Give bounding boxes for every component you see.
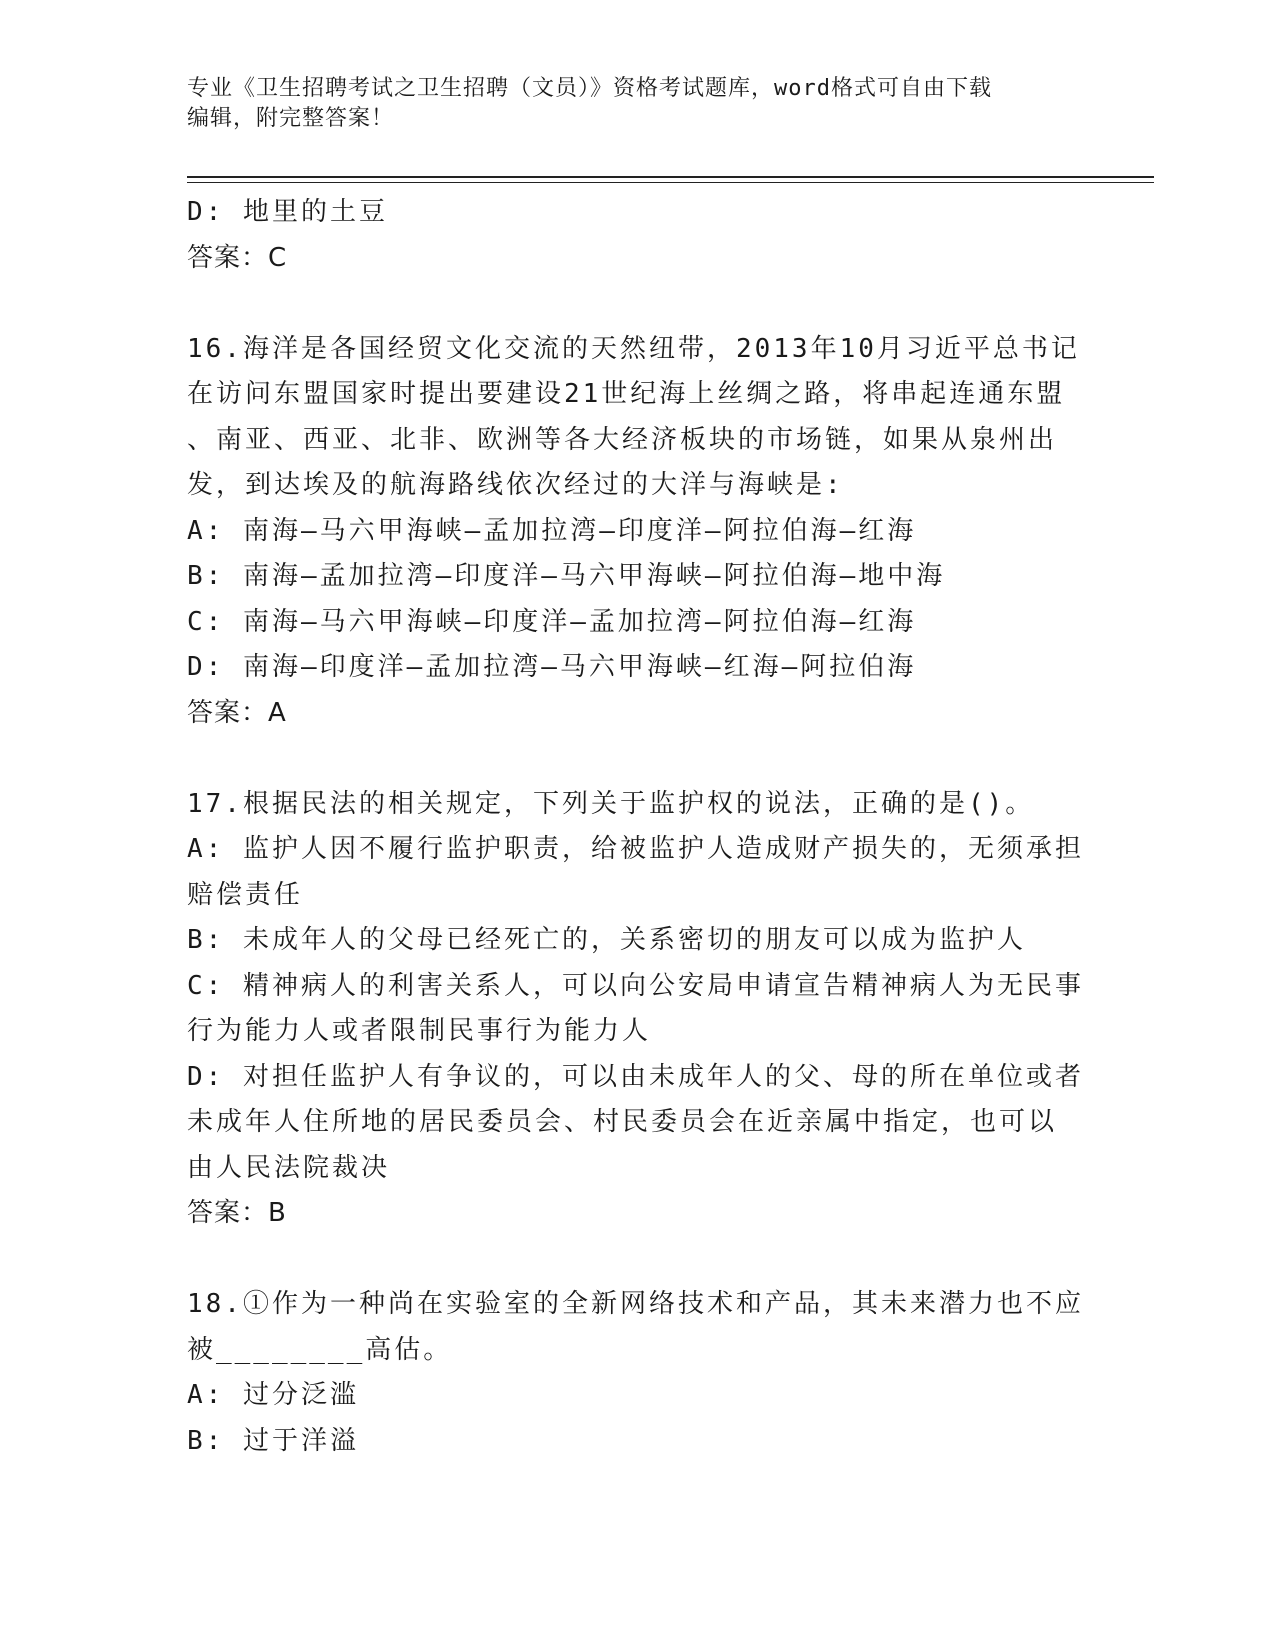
q18-option-b: B: 过于洋溢 [187,1425,359,1456]
q17-option-a-line: A: 监护人因不履行监护职责，给被监护人造成财产损失的，无须承担 [187,834,1084,864]
q15-answer: 答案：C [187,242,288,273]
q15-option-d: D: 地里的土豆 [187,197,388,227]
q16-stem-line: 、南亚、西亚、北非、欧洲等各大经济板块的市场链，如果从泉州出 [187,424,1058,455]
question-17 [187,782,1084,1237]
question-15 [187,190,1067,281]
spacer [187,736,1067,782]
question-16 [187,327,1080,737]
q17-option-d-line: 由人民法院裁决 [187,1152,391,1183]
spacer [187,1237,1067,1283]
q17-stem: 17.根据民法的相关规定，下列关于监护权的说法，正确的是()。 [187,788,1035,819]
q17-option-c-line: 行为能力人或者限制民事行为能力人 [187,1016,652,1046]
q16-option-d: D: 南海—印度洋—孟加拉湾—马六甲海峡—红海—阿拉伯海 [187,652,917,682]
q16-option-c: C: 南海—马六甲海峡—印度洋—孟加拉湾—阿拉伯海—红海 [187,606,917,637]
q16-answer: 答案：A [187,697,287,728]
q18-option-a: A: 过分泛滥 [187,1380,359,1410]
header-line-2: 编辑，附完整答案！ [187,106,395,131]
q16-stem-line: 16.海洋是各国经贸文化交流的天然纽带，2013年10月习近平总书记 [187,333,1080,364]
q17-answer: 答案：B [187,1198,287,1228]
question-18 [187,1282,1084,1464]
q18-stem-line: 18.①作为一种尚在实验室的全新网络技术和产品，其未来潜力也不应 [187,1289,1084,1319]
q17-option-a-line: 赔偿责任 [187,879,304,910]
document-header [187,74,1067,134]
q16-stem-line: 在访问东盟国家时提出要建设21世纪海上丝绸之路，将串起连通东盟 [187,379,1066,409]
q16-option-a: A: 南海—马六甲海峡—孟加拉湾—印度洋—阿拉伯海—红海 [187,515,917,546]
q17-option-d-line: 未成年人住所地的居民委员会、村民委员会在近亲属中指定，也可以 [187,1107,1058,1137]
spacer [187,281,1067,327]
q18-stem-line: 被________高估。 [187,1334,453,1365]
header-divider-thin [187,182,1154,183]
header-divider-thick [187,176,1154,178]
q16-option-b: B: 南海—孟加拉湾—印度洋—马六甲海峡—阿拉伯海—地中海 [187,561,946,591]
q17-option-d-line: D: 对担任监护人有争议的，可以由未成年人的父、母的所在单位或者 [187,1061,1084,1092]
q16-stem-line: 发，到达埃及的航海路线依次经过的大洋与海峡是: [187,470,844,500]
header-line-1: 专业《卫生招聘考试之卫生招聘（文员）》资格考试题库，word格式可自由下载 [187,76,992,101]
q17-option-b-line: B: 未成年人的父母已经死亡的，关系密切的朋友可以成为监护人 [187,925,1026,955]
document-body [187,190,1084,1464]
q17-option-c-line: C: 精神病人的利害关系人，可以向公安局申请宣告精神病人为无民事 [187,970,1084,1001]
